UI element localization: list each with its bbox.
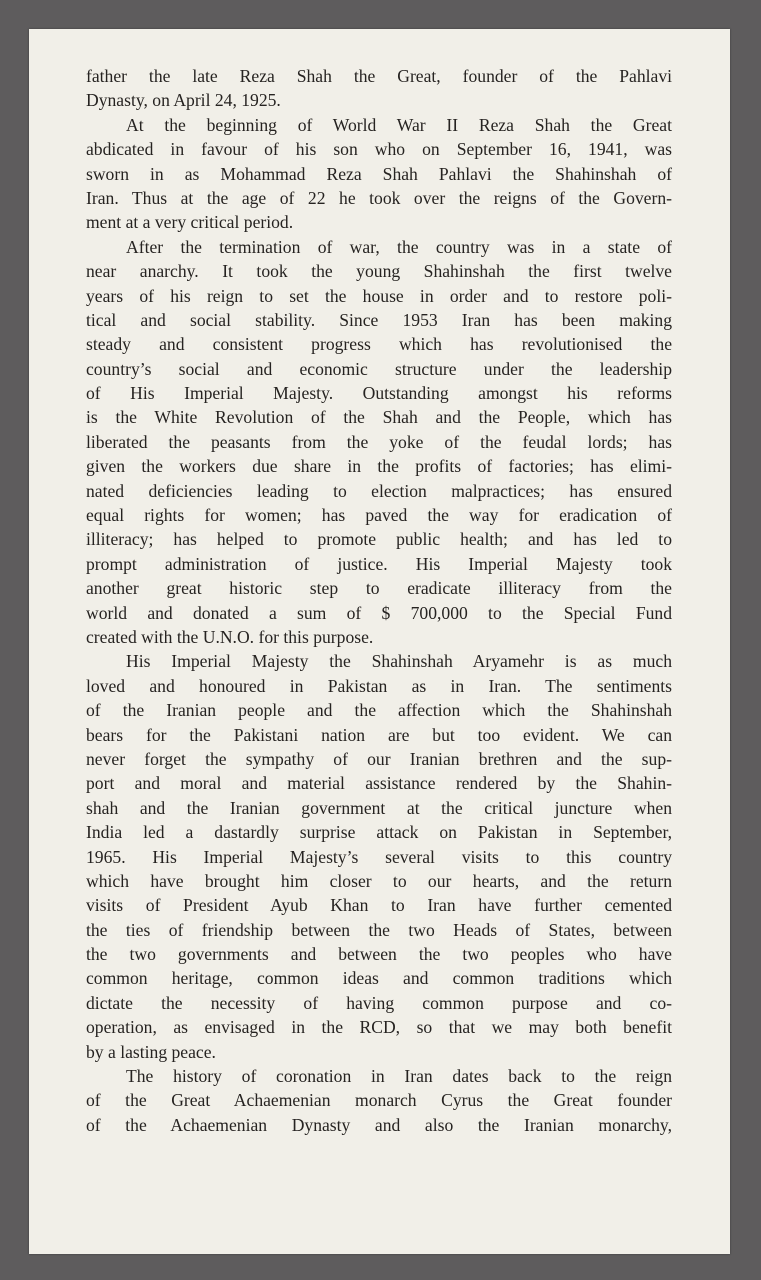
text-line: 1965. His Imperial Majesty’s several visits to this country xyxy=(86,846,672,867)
text-line: tical and social stability. Since 1953 Iran has been making xyxy=(86,309,672,330)
text-line: of the Great Achaemenian monarch Cyrus the Great founder xyxy=(86,1090,672,1111)
text-line: bears for the Pakistani nation are but too evident. We can xyxy=(86,724,672,745)
text-line: loved and honoured in Pakistan as in Iran. The sentiments xyxy=(86,675,672,696)
text-line: port and moral and material assistance rendered by the Shahin- xyxy=(86,773,672,794)
text-line: His Imperial Majesty the Shahinshah Aryamehr is as much xyxy=(126,651,672,672)
text-line: created with the U.N.O. for this purpose. xyxy=(86,626,374,647)
text-line: by a lasting peace. xyxy=(86,1041,216,1062)
text-line: the ties of friendship between the two Heads of States, between xyxy=(86,919,672,940)
text-line: steady and consistent progress which has revolutionised the xyxy=(86,334,672,355)
text-line: given the workers due share in the profits of factories; has elimi- xyxy=(86,456,672,477)
text-line: another great historic step to eradicate illiteracy from the xyxy=(86,578,672,599)
text-line: of the Iranian people and the affection which the Shahinshah xyxy=(86,700,672,721)
text-line: father the late Reza Shah the Great, founder of the Pahlavi xyxy=(86,66,672,86)
text-line: nated deficiencies leading to election malpractices; has ensured xyxy=(86,480,672,501)
text-line: visits of President Ayub Khan to Iran have further cemented xyxy=(86,895,672,916)
text-line: liberated the peasants from the yoke of the feudal lords; has xyxy=(86,431,672,452)
text-line: of His Imperial Majesty. Outstanding amongst his reforms xyxy=(86,383,672,404)
text-line: illiteracy; has helped to promote public health; and has led to xyxy=(86,529,672,550)
text-line: country’s social and economic structure under the leadership xyxy=(86,358,672,379)
text-line: Iran. Thus at the age of 22 he took over the reigns of the Govern- xyxy=(86,187,672,208)
text-line: ment at a very critical period. xyxy=(86,212,294,233)
text-line: dictate the necessity of having common purpose and co- xyxy=(86,992,672,1013)
text-line: which have brought him closer to our hearts, and the return xyxy=(86,870,672,891)
text-line: of the Achaemenian Dynasty and also the Iranian monarchy, xyxy=(86,1114,672,1135)
document-body xyxy=(86,64,672,1137)
text-line: operation, as envisaged in the RCD, so that we may both benefit xyxy=(86,1017,672,1038)
text-line: is the White Revolution of the Shah and the People, which has xyxy=(86,407,672,428)
text-line: sworn in as Mohammad Reza Shah Pahlavi the Shahinshah of xyxy=(86,163,672,184)
text-line: world and donated a sum of $ 700,000 to the Special Fund xyxy=(86,602,672,623)
text-line: At the beginning of World War II Reza Shah the Great xyxy=(126,114,672,135)
text-line: abdicated in favour of his son who on September 16, 1941, was xyxy=(86,139,672,160)
text-line: prompt administration of justice. His Imperial Majesty took xyxy=(86,553,672,574)
text-line: near anarchy. It took the young Shahinshah the first twelve xyxy=(86,261,672,282)
text-line: After the termination of war, the country was in a state of xyxy=(126,236,672,257)
text-line: never forget the sympathy of our Iranian brethren and the sup- xyxy=(86,748,672,769)
text-line: The history of coronation in Iran dates back to the reign xyxy=(126,1066,672,1087)
text-line: the two governments and between the two peoples who have xyxy=(86,944,672,965)
text-line: India led a dastardly surprise attack on Pakistan in September, xyxy=(86,822,672,843)
text-line: equal rights for women; has paved the way for eradication of xyxy=(86,505,672,526)
text-line: Dynasty, on April 24, 1925. xyxy=(86,90,281,111)
text-line: years of his reign to set the house in order and to restore poli- xyxy=(86,285,672,306)
text-line: common heritage, common ideas and common traditions which xyxy=(86,968,672,989)
text-line: shah and the Iranian government at the critical juncture when xyxy=(86,797,672,818)
